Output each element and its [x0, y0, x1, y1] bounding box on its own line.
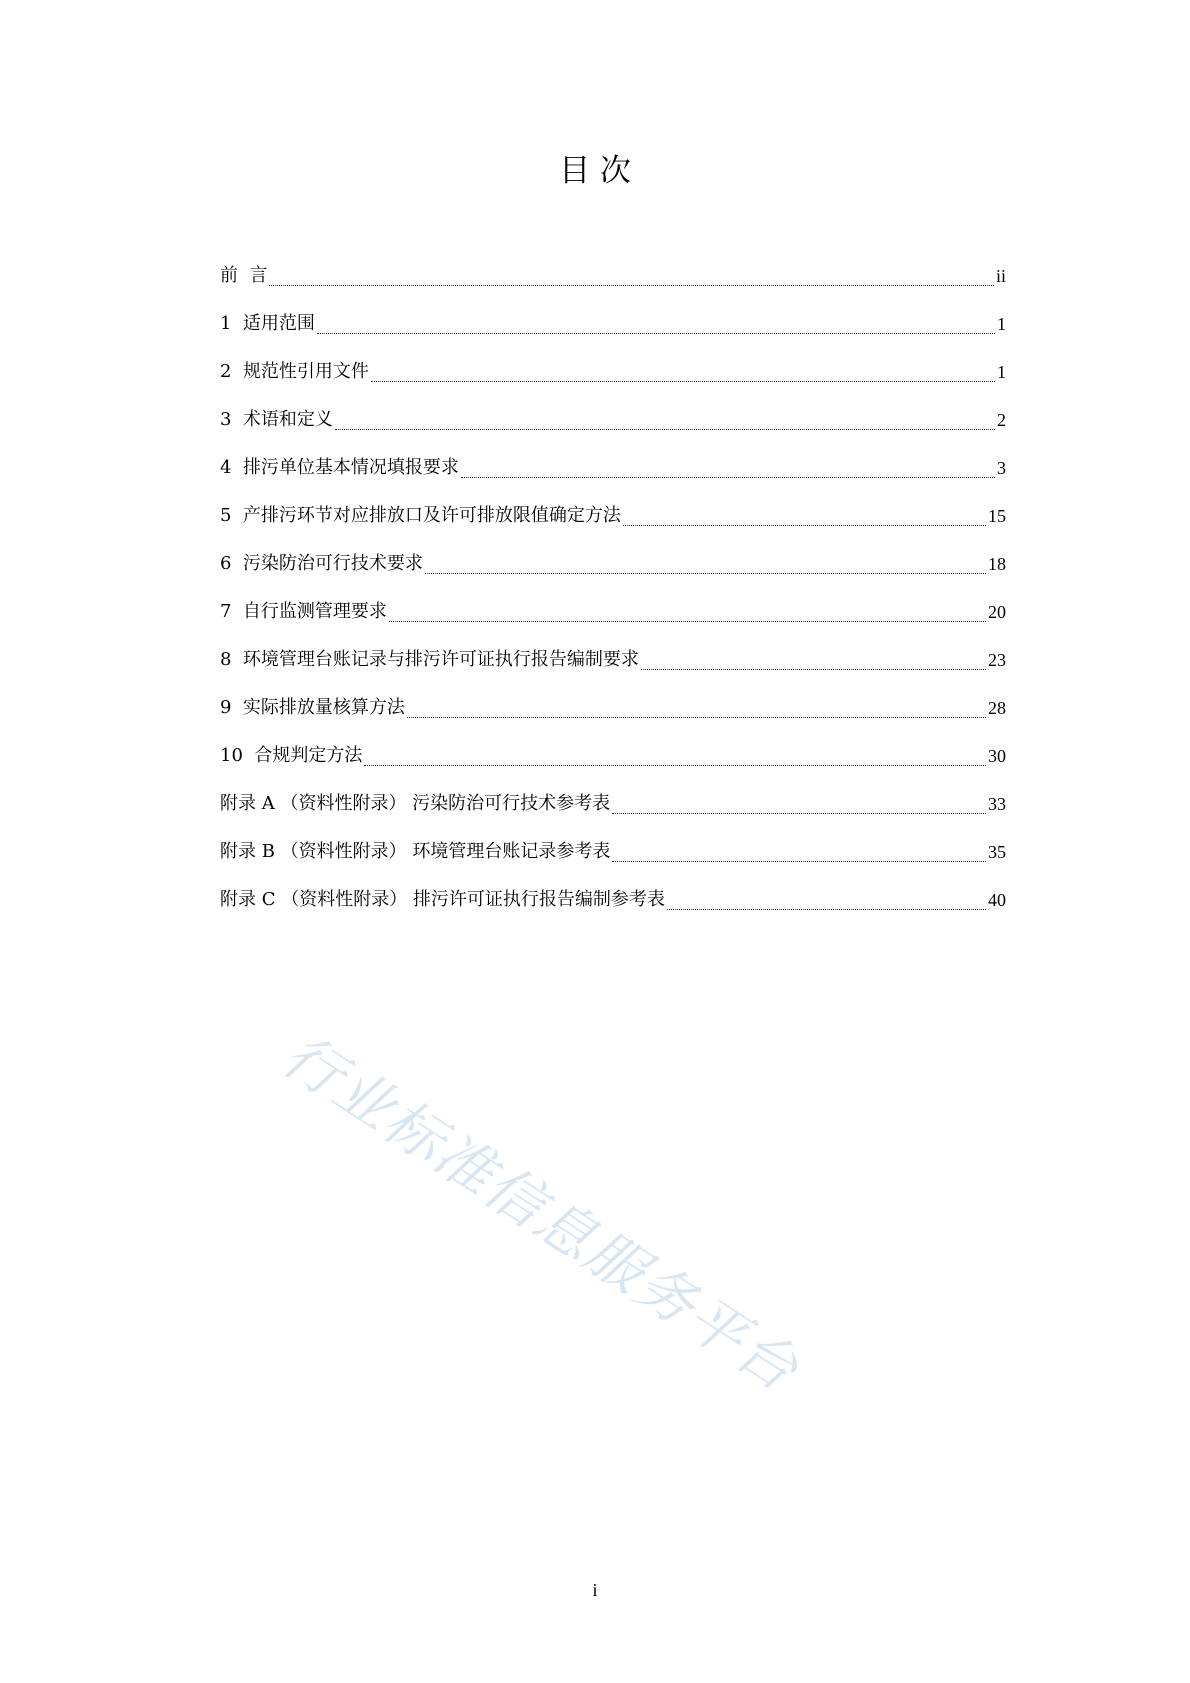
toc-leader	[335, 429, 995, 430]
toc-leader	[371, 381, 995, 382]
toc-entry[interactable]	[220, 252, 1006, 300]
toc-entry-label: 附录 C （资料性附录） 排污许可证执行报告编制参考表	[220, 889, 665, 910]
toc-entry-label: 2 规范性引用文件	[220, 361, 369, 382]
toc-entry-label: 4 排污单位基本情况填报要求	[220, 457, 459, 478]
toc-entry[interactable]	[220, 780, 1006, 828]
toc-entry-page: 15	[988, 506, 1006, 526]
toc-leader	[269, 285, 994, 286]
toc-entry-label: 7 自行监测管理要求	[220, 601, 387, 622]
toc-entry-label: 6 污染防治可行技术要求	[220, 553, 423, 574]
toc-entry-label: 9 实际排放量核算方法	[220, 697, 405, 718]
toc-entry-label: 8 环境管理台账记录与排污许可证执行报告编制要求	[220, 649, 639, 670]
toc-leader	[425, 573, 986, 574]
table-of-contents	[220, 252, 1006, 924]
toc-leader	[623, 525, 986, 526]
toc-entry-page: 1	[997, 314, 1006, 334]
toc-leader	[407, 717, 986, 718]
toc-leader	[667, 909, 986, 910]
toc-entry[interactable]	[220, 828, 1006, 876]
toc-entry[interactable]	[220, 396, 1006, 444]
toc-entry-label: 3 术语和定义	[220, 409, 333, 430]
toc-entry-page: 35	[988, 842, 1006, 862]
toc-leader	[641, 669, 986, 670]
toc-entry[interactable]	[220, 348, 1006, 396]
toc-entry[interactable]	[220, 732, 1006, 780]
toc-leader	[612, 813, 986, 814]
watermark: 行业标准信息服务平台	[270, 1020, 812, 1405]
toc-entry-label: 附录 A （资料性附录） 污染防治可行技术参考表	[220, 793, 611, 814]
toc-entry-page: ii	[995, 266, 1006, 286]
toc-entry-page: 20	[988, 602, 1006, 622]
toc-entry[interactable]	[220, 684, 1006, 732]
toc-entry-label: 5 产排污环节对应排放口及许可排放限值确定方法	[220, 505, 621, 526]
page-number: i	[592, 1580, 598, 1600]
toc-entry-page: 23	[988, 650, 1006, 670]
toc-entry[interactable]	[220, 300, 1006, 348]
toc-entry-label: 前 言	[220, 265, 268, 286]
toc-entry-page: 3	[997, 458, 1006, 478]
toc-entry-page: 18	[988, 554, 1006, 574]
toc-entry-page: 1	[997, 362, 1006, 382]
toc-entry-page: 28	[988, 698, 1006, 718]
toc-leader	[461, 477, 995, 478]
toc-entry[interactable]	[220, 492, 1006, 540]
toc-leader	[389, 621, 986, 622]
toc-entry[interactable]	[220, 636, 1006, 684]
toc-entry[interactable]	[220, 876, 1006, 924]
toc-leader	[317, 333, 995, 334]
toc-entry-page: 2	[997, 410, 1006, 430]
toc-entry[interactable]	[220, 540, 1006, 588]
toc-entry-page: 30	[988, 746, 1006, 766]
toc-entry-label: 10 合规判定方法	[220, 745, 363, 766]
toc-entry-page: 40	[988, 890, 1006, 910]
toc-entry-page: 33	[988, 794, 1006, 814]
toc-leader	[364, 765, 986, 766]
page-title: 目 次	[559, 153, 631, 189]
toc-entry[interactable]	[220, 588, 1006, 636]
toc-entry[interactable]	[220, 444, 1006, 492]
toc-entry-label: 1 适用范围	[220, 313, 315, 334]
toc-leader	[612, 861, 986, 862]
toc-entry-label: 附录 B （资料性附录） 环境管理台账记录参考表	[220, 841, 611, 862]
